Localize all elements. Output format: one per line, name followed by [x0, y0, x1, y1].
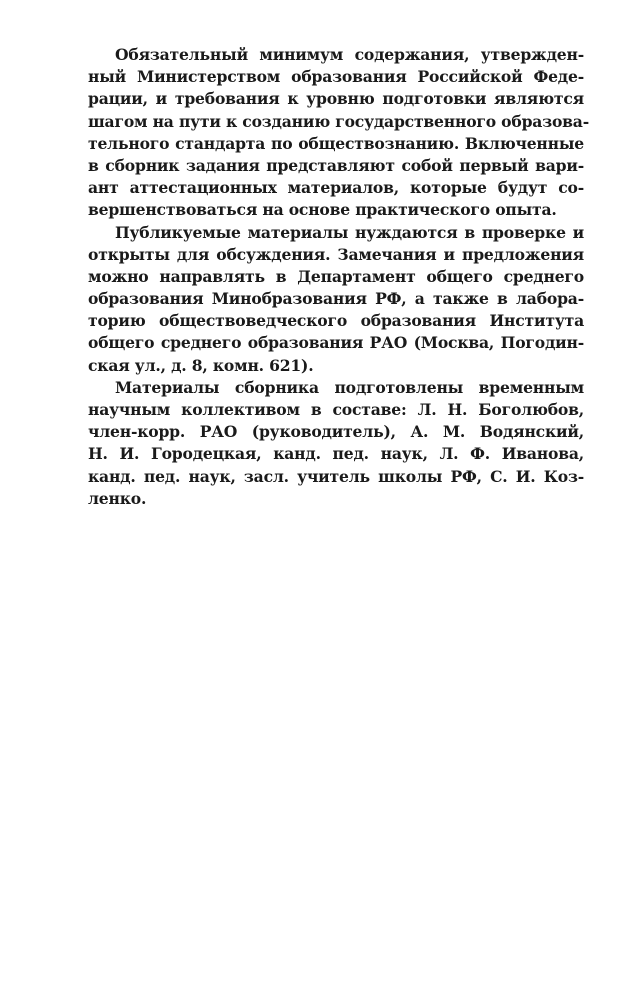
text-line: ская ул., д. 8, комн. 621). [88, 355, 314, 375]
text-line: член-корр. РАО (руководитель), А. М. Водянский, [88, 422, 584, 442]
paragraph [88, 377, 584, 510]
text-line: Обязательный минимум содержания, утвержден- [115, 45, 584, 64]
paragraph [88, 222, 584, 377]
text-line: канд. пед. наук, засл. учитель школы РФ, С. И. Коз- [88, 466, 584, 486]
text-line: можно направлять в Департамент общего среднего [88, 266, 584, 286]
text-line: образования Минобразования РФ, а также в лабора- [88, 289, 584, 309]
text-line: ант аттестационных материалов, которые будут со- [88, 178, 584, 198]
text-line: открыты для обсуждения. Замечания и предложения [88, 244, 584, 264]
text-line: шагом на пути к созданию государственного образова- [88, 111, 589, 131]
text-line: общего среднего образования РАО (Москва, Погодин- [88, 333, 584, 353]
text-line: ленко. [88, 488, 147, 508]
text-line: научным коллективом в составе: Л. Н. Боголюбов, [88, 400, 584, 419]
text-line: в сборник задания представляют собой первый вари- [88, 155, 584, 175]
text-line: Н. И. Городецкая, канд. пед. наук, Л. Ф. Иванова, [88, 444, 584, 464]
text-line: Материалы сборника подготовлены временным [115, 377, 584, 397]
text-line: тельного стандарта по обществознанию. Включенные [88, 133, 584, 153]
text-line: ный Министерством образования Российской Феде- [88, 67, 584, 87]
text-line: Публикуемые материалы нуждаются в проверке и [115, 222, 584, 242]
document-page [88, 44, 589, 510]
text-line: вершенствоваться на основе практического опыта. [88, 200, 557, 220]
text-line: торию обществоведческого образования Института [88, 311, 584, 331]
paragraph [88, 44, 589, 222]
text-line: рации, и требования к уровню подготовки являются [88, 89, 584, 109]
